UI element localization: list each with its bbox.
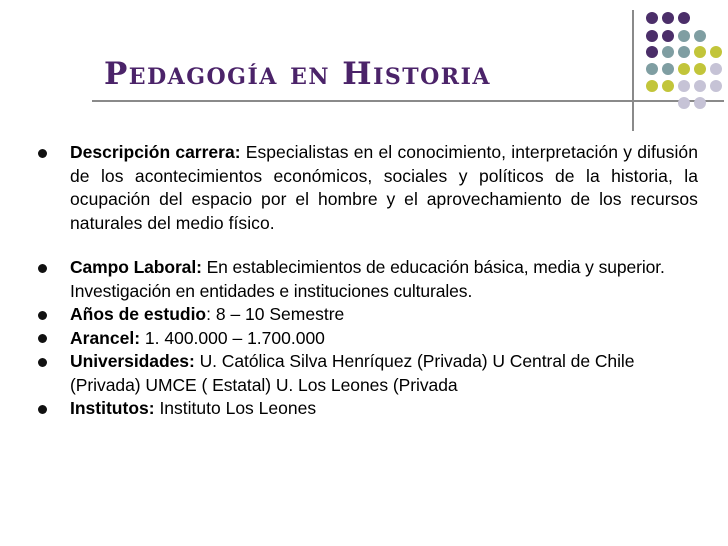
bullet-dot-icon [38, 358, 47, 367]
dot-purple [646, 46, 658, 58]
bullet-institutos [38, 397, 698, 421]
dot-olive [694, 46, 706, 58]
bullet-arancel [38, 327, 698, 351]
bullet-dot-icon [38, 264, 47, 273]
bullet-dot-icon [38, 405, 47, 414]
dot-lavender [694, 97, 706, 109]
bullet-anos-de-estudio [38, 303, 698, 327]
bullet-label: Años de estudio [70, 304, 207, 324]
dot-lavender [678, 97, 690, 109]
dot-olive [678, 63, 690, 75]
paragraph-spacer [38, 235, 698, 256]
bullet-dot-icon [38, 149, 47, 158]
dot-lavender [678, 80, 690, 92]
bullet-dot-icon [38, 311, 47, 320]
bullet-label: Campo Laboral: [70, 257, 202, 277]
decorative-dot-grid [646, 12, 726, 104]
bullet-descripcion-carrera [38, 141, 698, 235]
bullet-universidades [38, 350, 698, 397]
bullet-label: Arancel: [70, 327, 141, 348]
bullet-text: 1. 400.000 – 1.700.000 [140, 327, 325, 348]
bullet-list [38, 141, 698, 421]
dot-purple [662, 12, 674, 24]
dot-purple [678, 12, 690, 24]
dot-teal [662, 63, 674, 75]
dot-teal [678, 46, 690, 58]
dot-olive [694, 63, 706, 75]
dot-lavender [710, 63, 722, 75]
bullet-label: Descripción carrera: [70, 142, 241, 162]
dot-purple [646, 12, 658, 24]
dot-olive [710, 46, 722, 58]
dot-purple [646, 30, 658, 42]
dot-teal [662, 46, 674, 58]
bullet-label: Institutos: [70, 398, 155, 418]
dot-purple [662, 30, 674, 42]
bullet-dot-icon [38, 334, 47, 343]
bullet-text: : 8 – 10 Semestre [206, 304, 345, 324]
vertical-divider-line [632, 10, 634, 131]
dot-lavender [694, 80, 706, 92]
bullet-text: Especialistas en el conocimiento, interpretación y difusión de los acontecimientos económicos, sociales y políticos de la historia, la ocupación del espacio por el hombre y el aprovechamiento de los recursos naturales del medio físico. [70, 142, 698, 233]
bullet-text: En establecimientos de educación básica, media y superior. Investigación en entidades e instituciones culturales. [70, 257, 665, 301]
dot-teal [678, 30, 690, 42]
bullet-text: U. Católica Silva Henríquez (Privada) U Central de Chile (Privada) UMCE ( Estatal) U. Los Leones (Privada [70, 351, 635, 395]
dot-olive [646, 80, 658, 92]
dot-olive [662, 80, 674, 92]
bullet-text: Instituto Los Leones [154, 398, 317, 418]
title-underline [92, 100, 724, 102]
slide-title: Pedagogía en Historia [104, 56, 491, 92]
bullet-label: Universidades: [70, 351, 195, 371]
bullet-campo-laboral [38, 256, 698, 303]
dot-teal [646, 63, 658, 75]
dot-teal [694, 30, 706, 42]
dot-lavender [710, 80, 722, 92]
